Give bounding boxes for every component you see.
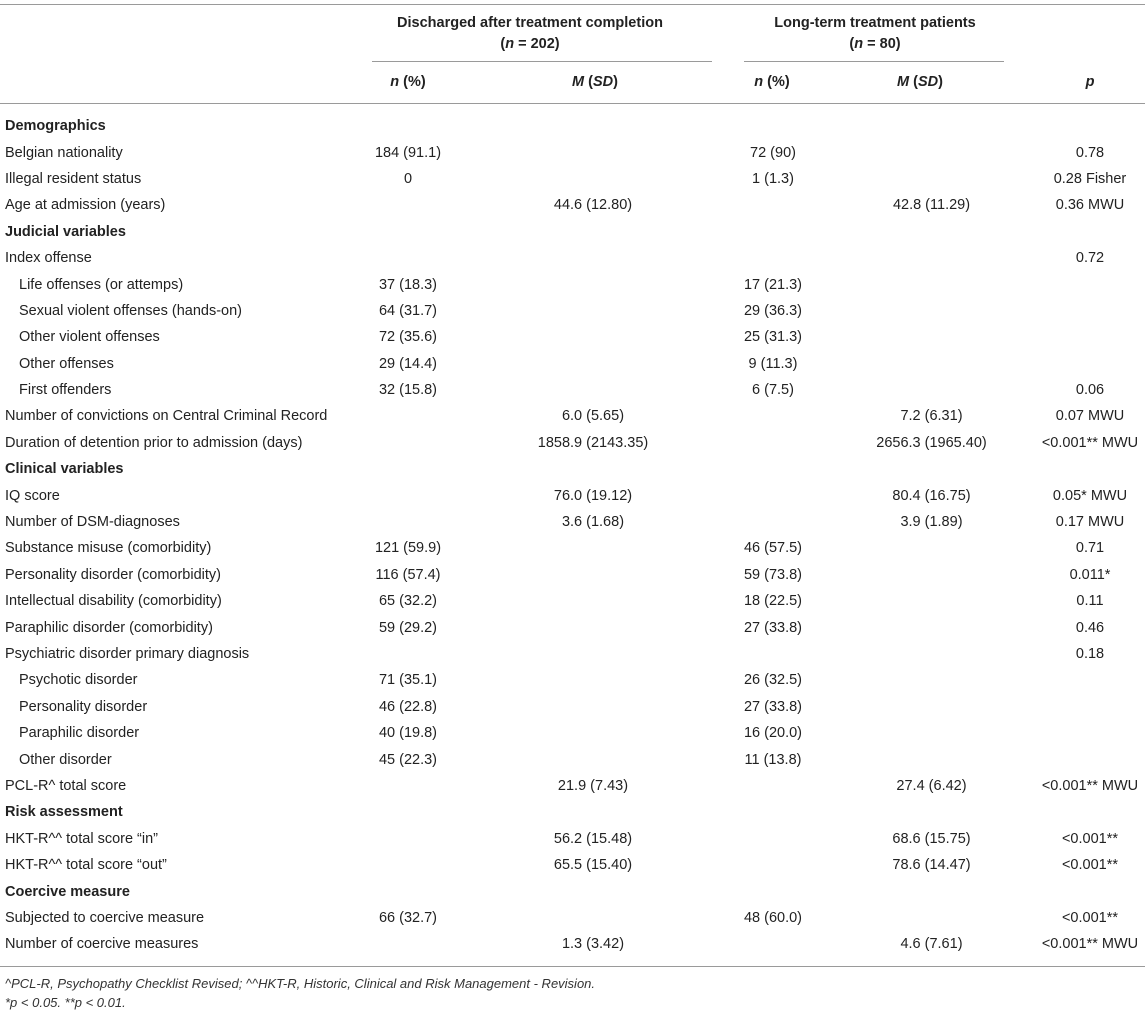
row-label: Life offenses (or attemps) [19,276,184,293]
cell-m-discharged [468,667,718,693]
row-label: Other offenses [19,355,114,372]
cell-m-longterm [828,139,1035,165]
cell-n-longterm [718,245,828,271]
cell-n-discharged [348,245,468,271]
cell-m-discharged [468,351,718,377]
cell-n-longterm: 29 (36.3) [743,302,803,319]
cell-n-discharged: 121 (59.9) [374,540,442,557]
cell-p-value: 0.06 [1075,382,1105,399]
cell-m-longterm: 3.9 (1.89) [900,514,963,531]
cell-m-longterm [828,324,1035,350]
row-label: HKT-R^^ total score “in” [5,830,159,847]
table-row [0,192,1145,218]
group2-title: Long-term treatment patients [774,15,976,31]
cell-m-longterm [828,351,1035,377]
cell-n-discharged: 184 (91.1) [374,144,442,161]
cell-m-discharged [468,720,718,746]
cell-m-longterm: 7.2 (6.31) [900,408,963,425]
cell-n-longterm: 26 (32.5) [743,672,803,689]
cell-n-longterm: 27 (33.8) [743,619,803,636]
cell-p-value: 0.05* MWU [1052,487,1128,504]
cell-p-value: <0.001** [1061,909,1119,926]
table-row [0,166,1145,192]
cell-n-discharged [348,852,468,878]
cell-m-longterm [828,614,1035,640]
cell-m-longterm [828,746,1035,772]
cell-m-discharged [468,377,718,403]
cell-m-longterm: 78.6 (14.47) [892,857,971,874]
row-label: Duration of detention prior to admission (days) [5,434,303,451]
row-label: Personality disorder (comorbidity) [5,566,221,583]
row-label: Illegal resident status [5,170,142,187]
cell-n-longterm: 6 (7.5) [752,382,794,399]
cell-m-longterm: 42.8 (11.29) [892,197,971,214]
cell-n-discharged: 29 (14.4) [378,355,438,372]
row-label: Subjected to coercive measure [5,909,205,926]
cell-n-discharged [348,403,468,429]
section-row [0,878,1145,904]
cell-m-longterm: 80.4 (16.75) [892,487,971,504]
cell-n-longterm [718,931,828,957]
cell-n-discharged [348,826,468,852]
cell-n-discharged: 116 (57.4) [375,566,441,583]
footnote-significance: *p < 0.05. **p < 0.01. [5,995,126,1010]
cell-m-longterm: 27.4 (6.42) [896,777,967,794]
row-label: Psychiatric disorder primary diagnosis [5,646,250,662]
col-header-m-2: M (SD) [897,74,943,90]
section-row [0,219,1145,245]
cell-p-value: 0.71 [1075,540,1105,557]
cell-p-value [1035,746,1145,772]
row-label: Sexual violent offenses (hands-on) [19,302,243,319]
cell-n-longterm [718,852,828,878]
table-row [0,245,1145,271]
cell-m-longterm [828,641,1035,667]
row-label: HKT-R^^ total score “out” [5,857,167,874]
cell-p-value [1035,667,1145,693]
table-row [0,694,1145,720]
table-row [0,614,1145,640]
cell-p-value: <0.001** MWU [1041,777,1139,794]
col-header-n-1: n (%) [390,74,426,90]
cell-n-discharged: 37 (18.3) [378,276,438,293]
cell-n-discharged [348,430,468,456]
cell-n-longterm [718,641,828,667]
cell-n-longterm: 25 (31.3) [743,329,803,346]
table-row [0,562,1145,588]
cell-n-longterm: 1 (1.3) [752,170,794,187]
table-row [0,139,1145,165]
data-table [0,113,1145,958]
table-row [0,588,1145,614]
section-heading: Demographics [5,118,106,135]
cell-m-discharged [468,166,718,192]
cell-m-longterm [828,377,1035,403]
cell-p-value: 0.11 [1076,593,1104,610]
cell-p-value [1035,694,1145,720]
cell-m-longterm [828,166,1035,192]
col-header-p: p [1085,74,1095,90]
cell-n-discharged [348,931,468,957]
top-rule [0,4,1145,5]
row-label: Belgian nationality [5,144,123,161]
cell-n-longterm: 48 (60.0) [743,909,803,926]
cell-p-value: 0.36 MWU [1055,197,1125,214]
cell-m-longterm [828,694,1035,720]
cell-n-discharged [348,773,468,799]
cell-m-discharged [468,139,718,165]
cell-m-longterm [828,720,1035,746]
cell-n-longterm: 27 (33.8) [743,698,803,715]
cell-n-discharged: 0 [403,170,413,187]
cell-m-discharged: 76.0 (19.12) [553,487,633,504]
cell-n-discharged: 45 (22.3) [378,751,438,768]
section-row [0,799,1145,825]
cell-n-discharged: 40 (19.8) [378,725,438,742]
row-label: Number of DSM-diagnoses [5,514,180,531]
cell-m-discharged [468,271,718,297]
cell-n-longterm: 72 (90) [750,144,796,161]
cell-m-discharged [468,746,718,772]
cell-n-discharged: 66 (32.7) [378,909,438,926]
cell-p-value: 0.46 [1075,619,1105,636]
cell-p-value: <0.001** [1061,857,1119,874]
cell-m-discharged [468,324,718,350]
header-bottom-rule [0,103,1145,104]
table-row [0,667,1145,693]
table-row [0,773,1145,799]
row-label: First offenders [19,382,112,399]
col-header-n-2: n (%) [754,74,790,90]
cell-n-longterm: 17 (21.3) [743,276,803,293]
cell-m-discharged [468,694,718,720]
section-row [0,456,1145,482]
table-body [0,113,1145,958]
table-row [0,351,1145,377]
cell-m-longterm [828,298,1035,324]
cell-n-longterm [718,192,828,218]
cell-n-discharged [348,192,468,218]
table-row [0,271,1145,297]
cell-n-discharged: 71 (35.1) [378,672,438,689]
cell-m-discharged: 1858.9 (2143.35) [537,434,649,451]
cell-m-longterm: 2656.3 (1965.40) [876,434,987,451]
cell-m-longterm [828,271,1035,297]
cell-m-longterm [828,588,1035,614]
table-row [0,324,1145,350]
cell-p-value [1035,298,1145,324]
table-row [0,535,1145,561]
cell-p-value: <0.001** MWU [1041,936,1139,953]
table-row [0,852,1145,878]
table-row [0,298,1145,324]
cell-m-discharged [468,535,718,561]
row-label: Age at admission (years) [5,197,166,214]
cell-m-discharged: 21.9 (7.43) [557,777,629,794]
group2-rule [744,61,1004,62]
cell-p-value: 0.72 [1075,250,1105,267]
table-row [0,403,1145,429]
cell-m-longterm [828,245,1035,271]
cell-p-value: 0.17 MWU [1055,514,1125,531]
cell-n-longterm [718,482,828,508]
col-header-m-1: M (SD) [572,74,618,90]
group1-rule [372,61,712,62]
cell-m-longterm: 4.6 (7.61) [900,936,963,953]
cell-m-longterm: 68.6 (15.75) [892,830,971,847]
cell-p-value: 0.28 Fisher [1053,170,1127,187]
cell-n-discharged [348,482,468,508]
cell-n-longterm: 9 (11.3) [748,355,798,372]
group1-title: Discharged after treatment completion [397,15,663,31]
table-row [0,905,1145,931]
cell-n-discharged [348,509,468,535]
cell-m-discharged: 44.6 (12.80) [553,197,633,214]
group1-header [350,13,710,55]
cell-m-discharged [468,614,718,640]
cell-p-value: 0.07 MWU [1055,408,1125,425]
section-row [0,113,1145,139]
cell-p-value [1035,351,1145,377]
table-row [0,641,1145,667]
row-label: Number of convictions on Central Criminal Record [5,408,328,425]
table-bottom-rule [0,966,1145,967]
row-label: Intellectual disability (comorbidity) [5,593,222,610]
cell-m-discharged: 3.6 (1.68) [561,514,625,531]
cell-n-discharged: 72 (35.6) [378,329,438,346]
footnote-abbreviations: ^PCL-R, Psychopathy Checklist Revised; ^^HKT-R, Historic, Clinical and Risk Management - Revision. [5,976,596,991]
cell-n-discharged [348,641,468,667]
cell-m-longterm [828,562,1035,588]
table-row [0,377,1145,403]
cell-m-discharged: 65.5 (15.40) [553,857,633,874]
cell-m-discharged [468,245,718,271]
row-label: Number of coercive measures [5,936,199,953]
cell-p-value [1035,324,1145,350]
row-label: Other disorder [19,751,112,768]
cell-n-longterm: 46 (57.5) [743,540,803,557]
section-heading: Clinical variables [5,461,124,478]
cell-m-discharged [468,298,718,324]
row-label: Personality disorder [19,698,148,715]
table-row [0,430,1145,456]
cell-n-longterm: 16 (20.0) [743,725,803,742]
cell-n-longterm: 11 (13.8) [744,751,802,768]
row-label: Other violent offenses [19,329,160,346]
table-row [0,509,1145,535]
row-label: Substance misuse (comorbidity) [5,540,212,557]
cell-p-value: 0.18 [1075,646,1105,662]
cell-n-longterm: 59 (73.8) [743,566,803,583]
cell-m-longterm [828,667,1035,693]
cell-n-longterm [718,773,828,799]
cell-n-discharged: 59 (29.2) [378,619,438,636]
cell-n-longterm [718,403,828,429]
cell-m-discharged [468,641,718,667]
row-label: Index offense [5,250,92,267]
table-row [0,746,1145,772]
cell-p-value: 0.78 [1075,144,1105,161]
row-label: IQ score [5,487,60,504]
cell-p-value [1035,271,1145,297]
cell-p-value: 0.011* [1069,566,1111,583]
section-heading: Judicial variables [5,223,126,240]
cell-m-discharged: 56.2 (15.48) [553,830,633,847]
cell-n-discharged: 32 (15.8) [378,382,438,399]
cell-n-longterm: 18 (22.5) [743,593,803,610]
cell-m-discharged [468,905,718,931]
table-row [0,482,1145,508]
cell-n-discharged: 64 (31.7) [378,302,438,319]
row-label: Paraphilic disorder (comorbidity) [5,619,213,636]
cell-n-longterm [718,509,828,535]
section-heading: Risk assessment [5,804,123,821]
cell-n-discharged: 65 (32.2) [378,593,438,610]
cell-m-discharged: 6.0 (5.65) [561,408,625,425]
table-row [0,826,1145,852]
group2-n: (n = 80) [849,36,901,52]
cell-m-discharged [468,588,718,614]
row-label: Psychotic disorder [19,672,138,689]
cell-p-value [1035,720,1145,746]
cell-m-discharged [468,562,718,588]
group2-header [715,13,1035,55]
table-row [0,720,1145,746]
cell-m-longterm [828,905,1035,931]
cell-p-value: <0.001** MWU [1041,434,1139,451]
cell-n-discharged: 46 (22.8) [378,698,438,715]
cell-m-discharged: 1.3 (3.42) [561,936,625,953]
row-label: Paraphilic disorder [19,725,140,742]
cell-p-value: <0.001** [1061,830,1119,847]
cell-m-longterm [828,535,1035,561]
cell-n-longterm [718,826,828,852]
cell-n-longterm [718,430,828,456]
group1-n: (n = 202) [500,36,560,52]
section-heading: Coercive measure [5,883,130,900]
row-label: PCL-R^ total score [5,777,127,794]
table-row [0,931,1145,957]
